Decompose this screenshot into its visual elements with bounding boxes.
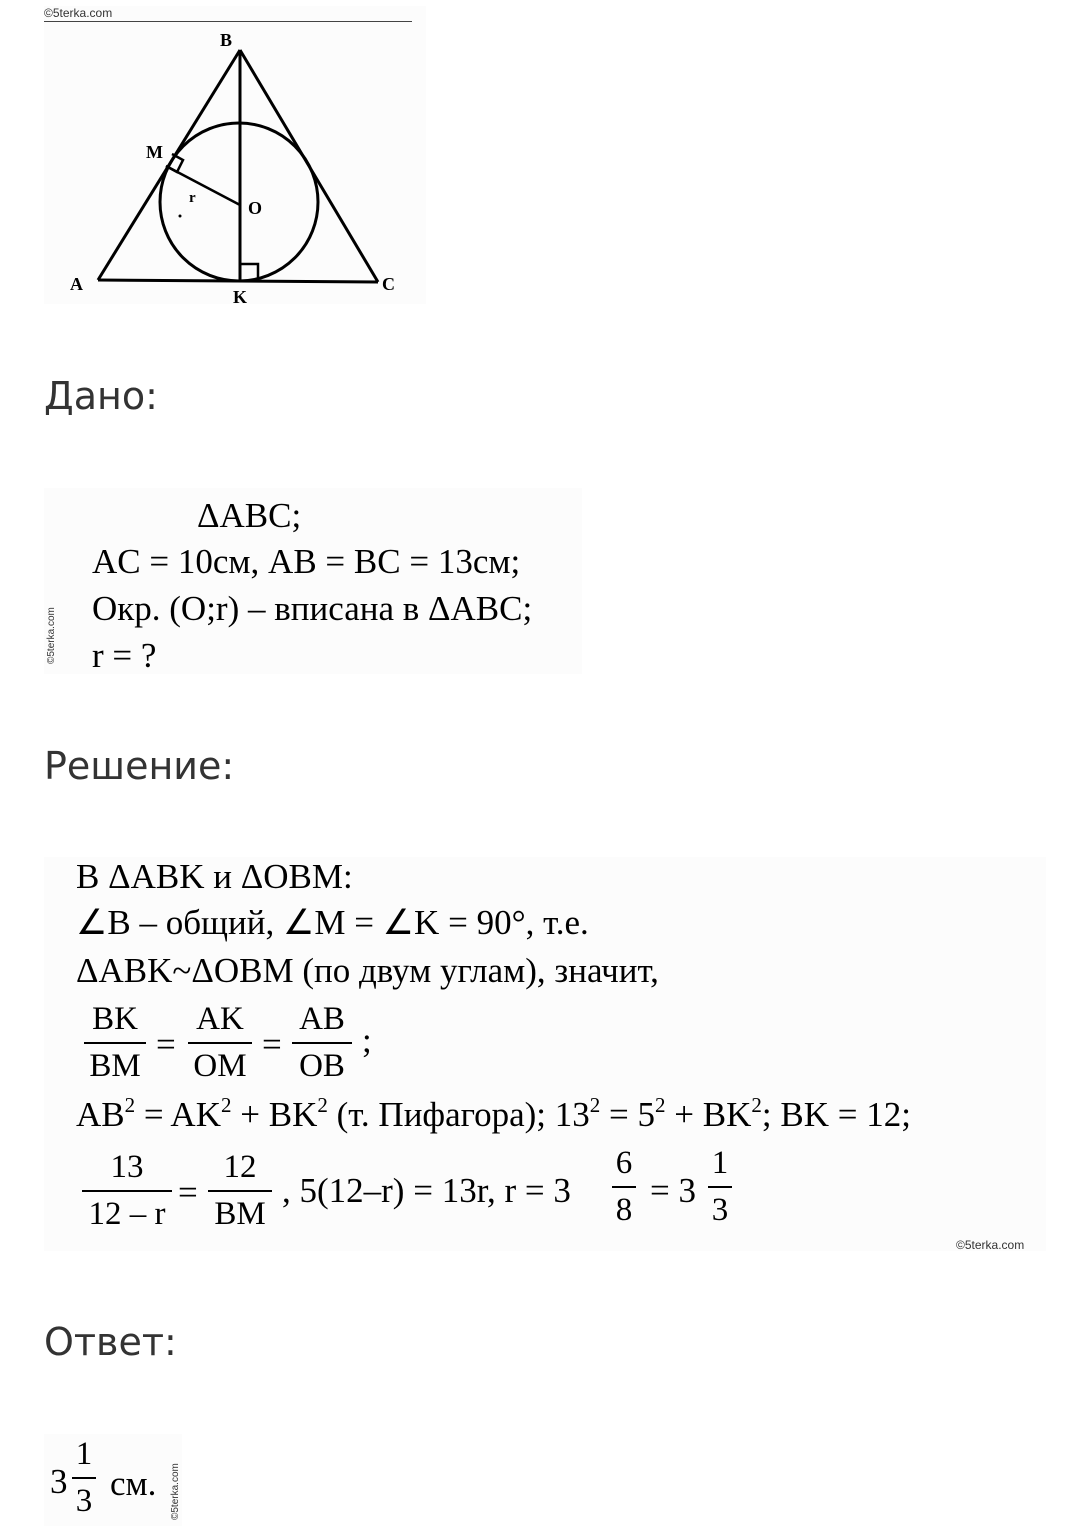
- answer-box: [44, 1434, 182, 1526]
- label-k: K: [233, 287, 248, 304]
- answer-whole: 3: [50, 1462, 68, 1501]
- given-box: [44, 488, 582, 674]
- fraction-denominator: 12 – r: [88, 1196, 166, 1232]
- fraction-denominator: OM: [193, 1048, 247, 1084]
- answer-heading: Ответ:: [44, 1320, 177, 1364]
- answer-watermark: ©5terka.com: [170, 1463, 181, 1520]
- label-m: M: [146, 142, 163, 162]
- fraction-1-3: [708, 1147, 732, 1227]
- label-r: r: [189, 190, 196, 206]
- fraction-bk-bm: [84, 1003, 146, 1083]
- triangle-diagram: [44, 6, 426, 304]
- fraction-numerator: AB: [299, 1001, 345, 1037]
- fraction-denominator: BM: [89, 1048, 141, 1084]
- exponent: 2: [655, 1093, 666, 1117]
- given-line-2: AC = 10см, AB = BC = 13см;: [92, 542, 521, 581]
- pythagoras-line: [76, 1095, 911, 1135]
- fraction-6-8: [612, 1147, 636, 1227]
- pyth-part-3: + BK: [231, 1095, 318, 1134]
- exponent: 2: [124, 1093, 136, 1117]
- label-a: A: [70, 274, 83, 294]
- fraction-numerator: 1: [711, 1145, 729, 1181]
- equals-three: = 3: [650, 1171, 696, 1210]
- fraction-numerator: 12: [223, 1149, 257, 1185]
- fraction-denominator: BM: [214, 1196, 266, 1232]
- semicolon: ;: [362, 1021, 372, 1060]
- exponent: 2: [220, 1093, 232, 1117]
- equals-sign: =: [156, 1025, 176, 1064]
- figure-image: [44, 6, 426, 304]
- dot-mark: [179, 215, 182, 218]
- fraction-denominator: 8: [615, 1192, 633, 1228]
- fraction-numerator: 1: [75, 1436, 93, 1472]
- answer-unit: см.: [110, 1464, 157, 1503]
- fraction-denominator: 3: [711, 1192, 729, 1228]
- given-watermark: ©5terka.com: [46, 607, 57, 664]
- solution-watermark: ©5terka.com: [956, 1238, 1025, 1252]
- answer-fraction: [72, 1438, 96, 1518]
- fraction-12-bm: [208, 1151, 272, 1231]
- pyth-part-1: AB: [76, 1095, 125, 1134]
- fraction-numerator: AK: [196, 1001, 244, 1037]
- solution-line-2: ∠B – общий, ∠M = ∠K = 90°, т.е.: [76, 903, 589, 942]
- triangle-abc: [98, 50, 378, 282]
- fraction-ab-ob: [292, 1003, 352, 1083]
- pyth-part-7: ; BK = 12;: [761, 1095, 911, 1134]
- solution-line-3: ΔABK~ΔOBM (по двум углам), значит,: [76, 951, 659, 990]
- fraction-13-12r: [82, 1151, 172, 1231]
- fraction-numerator: BK: [92, 1001, 138, 1037]
- fraction-ak-om: [188, 1003, 252, 1083]
- pyth-part-6: + BK: [665, 1095, 752, 1134]
- pyth-part-2: = AK: [135, 1095, 221, 1134]
- fraction-denominator: 3: [75, 1483, 93, 1519]
- given-line-4: r = ?: [92, 636, 157, 675]
- label-o: O: [248, 198, 263, 218]
- pyth-part-5: = 5: [600, 1095, 656, 1134]
- fraction-numerator: 13: [110, 1149, 144, 1185]
- given-heading: Дано:: [44, 374, 158, 418]
- given-line-3: Окр. (O;r) – вписана в ΔABC;: [92, 589, 533, 628]
- solution-box: [44, 857, 1046, 1251]
- exponent: 2: [589, 1093, 601, 1117]
- label-b: B: [220, 30, 233, 50]
- fraction-denominator: OB: [299, 1048, 345, 1084]
- label-c: C: [382, 274, 395, 294]
- exponent: 2: [317, 1093, 328, 1117]
- exponent: 2: [751, 1093, 762, 1117]
- figure-watermark: ©5terka.com: [44, 6, 113, 20]
- equals-sign: =: [178, 1173, 198, 1212]
- solution-line-1: В ΔABK и ΔOBM:: [76, 857, 353, 896]
- solution-heading: Решение:: [44, 744, 235, 788]
- equals-sign: =: [262, 1025, 282, 1064]
- fraction-numerator: 6: [615, 1145, 633, 1181]
- given-line-1: ΔABC;: [197, 496, 302, 535]
- pyth-part-4: (т. Пифагора); 13: [327, 1095, 590, 1134]
- final-middle-text: , 5(12–r) = 13r, r = 3: [282, 1171, 571, 1210]
